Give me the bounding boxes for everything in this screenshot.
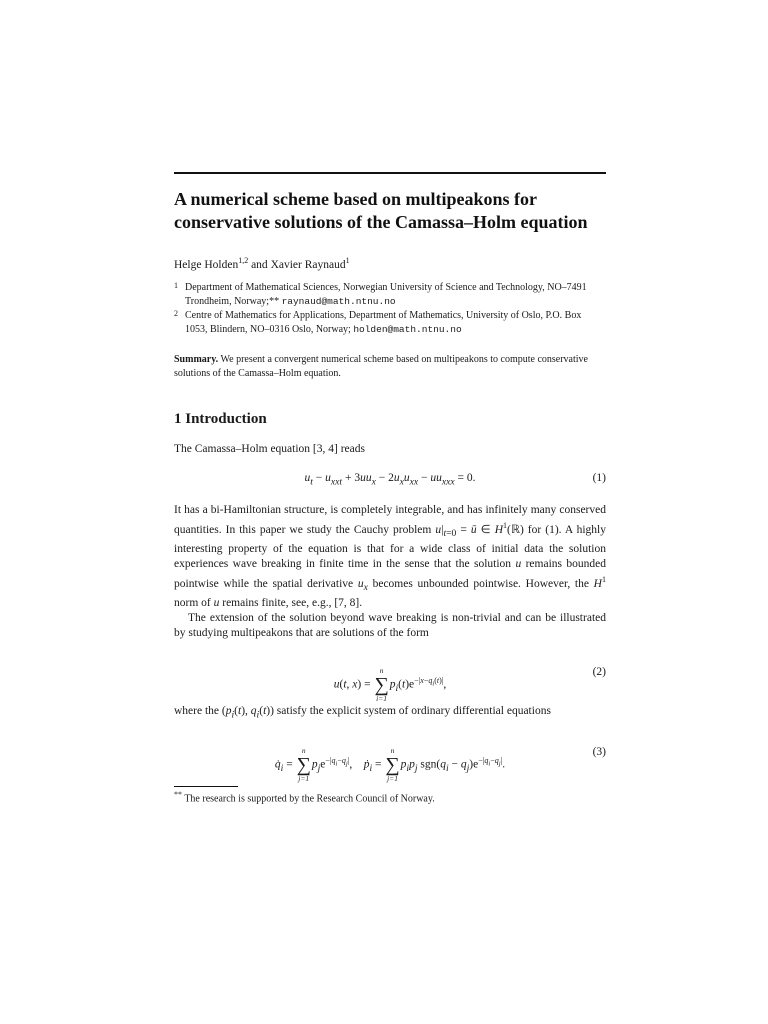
- paragraph-1: It has a bi-Hamiltonian structure, is completely integrable, and has infinitely many conserved quantities. In this paper we study the Cauchy problem $u|_{t=0}$ = ū ∈ $H^1(ℝ)$ for (1). A highly interesting property of the equation is that for a wide class of initial data the solution experiences wave breaking in finite time in the sense that the solution u remains bounded pointwise while the spatial derivative $u_x$ becomes unbounded pointwise. However, the $H^1$ norm of u remains finite, see, e.g., [7, 8].: [174, 504, 607, 609]
- affiliation-2-text: Centre of Mathematics for Applications, Department of Mathematics, University of Oslo, P.O. Box 1053, Blindern, NO–0316 Oslo, Norway;: [185, 309, 582, 335]
- section-title: 1 Introduction: [174, 410, 267, 427]
- equation-3-body: $q̇_i$ = n ∑ j=1 $p_je^{-|q_i-q_j|}$, ṗ$_i$ = n ∑ j=1 $p_ip_j$ $sgn(q_i - q_j)e^{-|q_i-q_j|}$.: [274, 746, 506, 784]
- sum-symbol: n ∑ j=1: [296, 746, 311, 784]
- footnote-marker: **: [174, 790, 182, 800]
- equation-2-number: (2): [592, 665, 606, 678]
- authors: [174, 256, 606, 271]
- affiliation-2-email[interactable]: holden@math.ntnu.no: [353, 323, 462, 335]
- affiliation-1-email[interactable]: raynaud@math.ntnu.no: [281, 295, 396, 307]
- affiliation-2: [174, 309, 606, 337]
- summary: [174, 353, 606, 381]
- summary-text: We present a convergent numerical scheme based on multipeakons to compute conservative solutions of the Camassa–Holm equation.: [174, 353, 588, 379]
- affiliation-1-text: Department of Mathematical Sciences, Norwegian University of Science and Technology, NO–7491 Trondheim, Norway;**: [185, 281, 587, 307]
- intro-line: The Camassa–Holm equation [3, 4] reads: [174, 442, 365, 455]
- summary-label: Summary.: [174, 353, 219, 365]
- author-1: Helge Holden: [174, 258, 239, 271]
- equation-3-number: (3): [592, 746, 606, 759]
- sum-symbol: n ∑ j=1: [385, 746, 400, 784]
- footnote: [174, 790, 606, 804]
- author-2-sup: 1: [345, 256, 350, 265]
- equation-3: [174, 730, 606, 784]
- equation-1-number: (1): [592, 472, 606, 485]
- paper-title: A numerical scheme based on multipeakons for conservative solutions of the Camassa–Holm equation: [174, 189, 588, 232]
- equation-1: [174, 465, 606, 495]
- paragraph-2: The extension of the solution beyond wave breaking is non-trivial and can be illustrated by studying multipeakons that are solutions of the form: [174, 612, 606, 640]
- paragraph-3: where the ($p_i(t)$, $q_i(t)$) satisfy the explicit system of ordinary differential equations: [174, 704, 551, 721]
- footnote-rule: [174, 786, 238, 787]
- equation-2: [174, 650, 606, 703]
- author-2: Xavier Raynaud: [270, 258, 346, 271]
- affiliation-1: [174, 281, 606, 309]
- affiliation-1-num: 1: [174, 280, 178, 290]
- footnote-text: The research is supported by the Research Council of Norway.: [184, 793, 435, 805]
- author-1-sup: 1,2: [238, 256, 249, 265]
- sum-symbol: n ∑ i=1: [374, 665, 389, 703]
- affiliation-2-num: 2: [174, 308, 178, 318]
- page: [174, 172, 606, 805]
- equation-1-body: $u_t - u_{xxt} + 3uu_x - 2u_xu_{xx} - uu_{xxx} = 0$.: [304, 472, 476, 488]
- equation-2-body: u(t, x) = n ∑ i=1 $p_i(t)e^{-|x-q_i(t)|}$,: [333, 665, 447, 703]
- top-rule: [174, 172, 606, 174]
- author-and: and: [251, 258, 268, 271]
